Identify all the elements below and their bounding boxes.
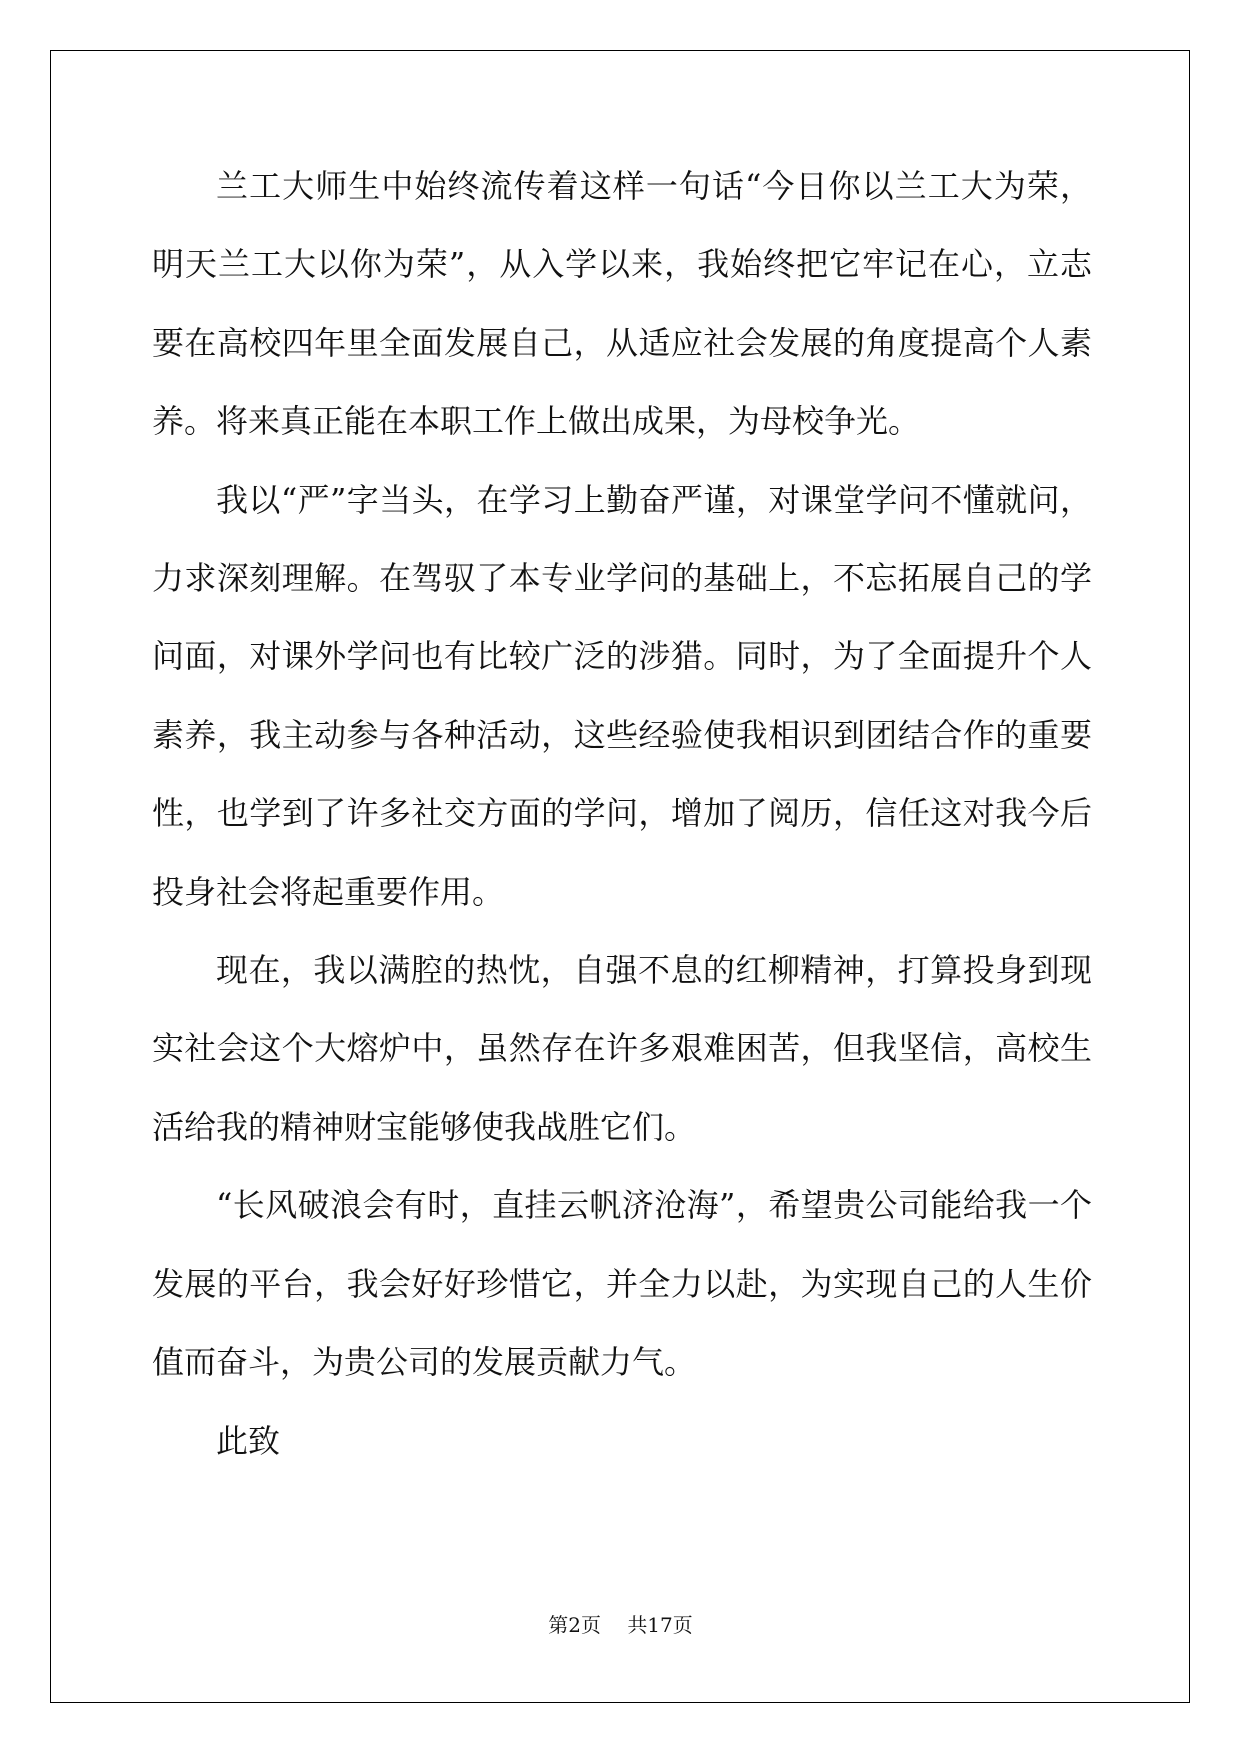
paragraph-1: 兰工大师生中始终流传着这样一句话“今日你以兰工大为荣，明天兰工大以你为荣”，从入学以来，我始终把它牢记在心，立志要在高校四年里全面发展自己，从适应社会发展的角度提高个人素养。将来真正能在本职工作上做出成果，为母校争光。 — [152, 167, 1092, 441]
paragraph-4: “长风破浪会有时，直挂云帆济沧海”，希望贵公司能给我一个发展的平台，我会好好珍惜它，并全力以赴，为实现自己的人生价值而奋斗，为贵公司的发展贡献力气。 — [152, 1186, 1092, 1382]
paragraph-2: 我以“严”字当头，在学习上勤奋严谨，对课堂学问不懂就问，力求深刻理解。在驾驭了本专业学问的基础上，不忘拓展自己的学问面，对课外学问也有比较广泛的涉猎。同时，为了全面提升个人素养，我主动参与各种活动，这些经验使我相识到团结合作的重要性，也学到了许多社交方面的学问，增加了阅历，信任这对我今后投身社会将起重要作用。 — [152, 480, 1092, 911]
page-number-total: 共17页 — [627, 1613, 693, 1637]
page-footer — [0, 1609, 1241, 1638]
paragraph-closing: 此致 — [216, 1421, 281, 1460]
page-number-current: 第2页 — [548, 1613, 601, 1637]
document-body — [152, 147, 1092, 1480]
paragraph-3: 现在，我以满腔的热忱，自强不息的红柳精神，打算投身到现实社会这个大熔炉中，虽然存在许多艰难困苦，但我坚信，高校生活给我的精神财宝能够使我战胜它们。 — [152, 951, 1092, 1146]
